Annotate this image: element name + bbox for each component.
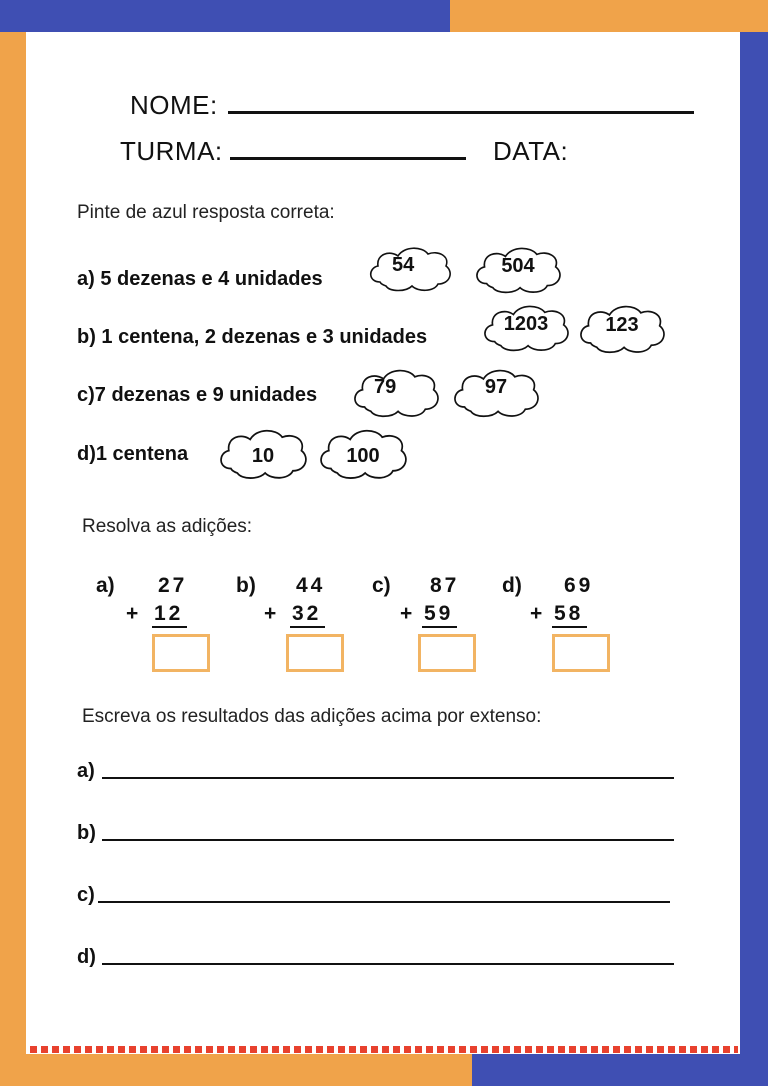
problem-label: a) — [96, 574, 115, 597]
question-d: d)1 centena — [77, 443, 189, 465]
problem-top-number: 27 — [158, 574, 188, 597]
answer-box-b[interactable] — [286, 634, 344, 672]
question-a: a) 5 dezenas e 4 unidades — [77, 268, 323, 290]
dashed-divider — [30, 1046, 738, 1053]
plus-sign: + — [264, 602, 277, 625]
answer-box-a[interactable] — [152, 634, 210, 672]
problem-bottom-number: 58 — [552, 602, 587, 628]
addition-problem-a — [96, 574, 226, 634]
right-blue-border — [740, 32, 768, 1054]
option-text: 10 — [251, 444, 275, 467]
plus-sign: + — [400, 602, 413, 625]
writing-line-label-b: b) — [77, 822, 96, 844]
problem-top-number: 69 — [564, 574, 594, 597]
writing-line-b[interactable] — [102, 839, 674, 841]
option-cloud[interactable] — [216, 426, 310, 482]
problem-label: b) — [236, 574, 256, 597]
section1-instruction: Pinte de azul resposta correta: — [77, 202, 335, 223]
problem-label: c) — [372, 574, 391, 597]
turma-label: TURMA: — [120, 136, 223, 166]
problem-bottom-number: 59 — [422, 602, 457, 628]
problem-label: d) — [502, 574, 522, 597]
option-cloud[interactable] — [366, 244, 454, 294]
option-cloud[interactable] — [316, 426, 410, 482]
section2-instruction: Resolva as adições: — [82, 516, 253, 537]
option-cloud[interactable] — [472, 244, 564, 296]
section3-instruction: Escreva os resultados das adições acima por extenso: — [82, 706, 542, 727]
addition-problem-d — [502, 574, 632, 634]
option-text: 79 — [374, 375, 397, 398]
option-cloud[interactable] — [480, 302, 572, 354]
plus-sign: + — [530, 602, 543, 625]
option-text: 100 — [346, 444, 380, 467]
writing-line-label-c: c) — [77, 884, 95, 906]
answer-box-d[interactable] — [552, 634, 610, 672]
addition-problem-b — [236, 574, 366, 634]
writing-line-label-a: a) — [77, 760, 95, 782]
problem-top-number: 87 — [430, 574, 460, 597]
data-label: DATA: — [493, 136, 569, 166]
top-orange-border — [450, 0, 768, 32]
nome-line[interactable] — [228, 111, 694, 114]
option-text: 1203 — [503, 312, 549, 335]
question-b: b) 1 centena, 2 dezenas e 3 unidades — [77, 326, 428, 348]
plus-sign: + — [126, 602, 139, 625]
turma-line[interactable] — [230, 157, 466, 160]
option-text: 54 — [392, 253, 415, 276]
option-cloud[interactable] — [576, 302, 668, 356]
option-text: 97 — [484, 375, 508, 398]
bottom-blue-border — [472, 1054, 768, 1086]
top-blue-border — [0, 0, 450, 32]
answer-box-c[interactable] — [418, 634, 476, 672]
writing-line-c[interactable] — [98, 901, 670, 903]
problem-bottom-number: 32 — [290, 602, 325, 628]
question-c: c)7 dezenas e 9 unidades — [77, 384, 318, 406]
writing-line-label-d: d) — [77, 946, 96, 968]
bottom-orange-border — [0, 1054, 472, 1086]
problem-top-number: 44 — [296, 574, 326, 597]
nome-label: NOME: — [130, 90, 218, 120]
writing-line-d[interactable] — [102, 963, 674, 965]
writing-line-a[interactable] — [102, 777, 674, 779]
problem-bottom-number: 12 — [152, 602, 187, 628]
option-text: 504 — [501, 254, 535, 277]
left-orange-border — [0, 32, 26, 1054]
option-cloud[interactable] — [350, 366, 442, 420]
option-text: 123 — [605, 313, 639, 336]
option-cloud[interactable] — [450, 366, 542, 420]
addition-problem-c — [372, 574, 502, 634]
